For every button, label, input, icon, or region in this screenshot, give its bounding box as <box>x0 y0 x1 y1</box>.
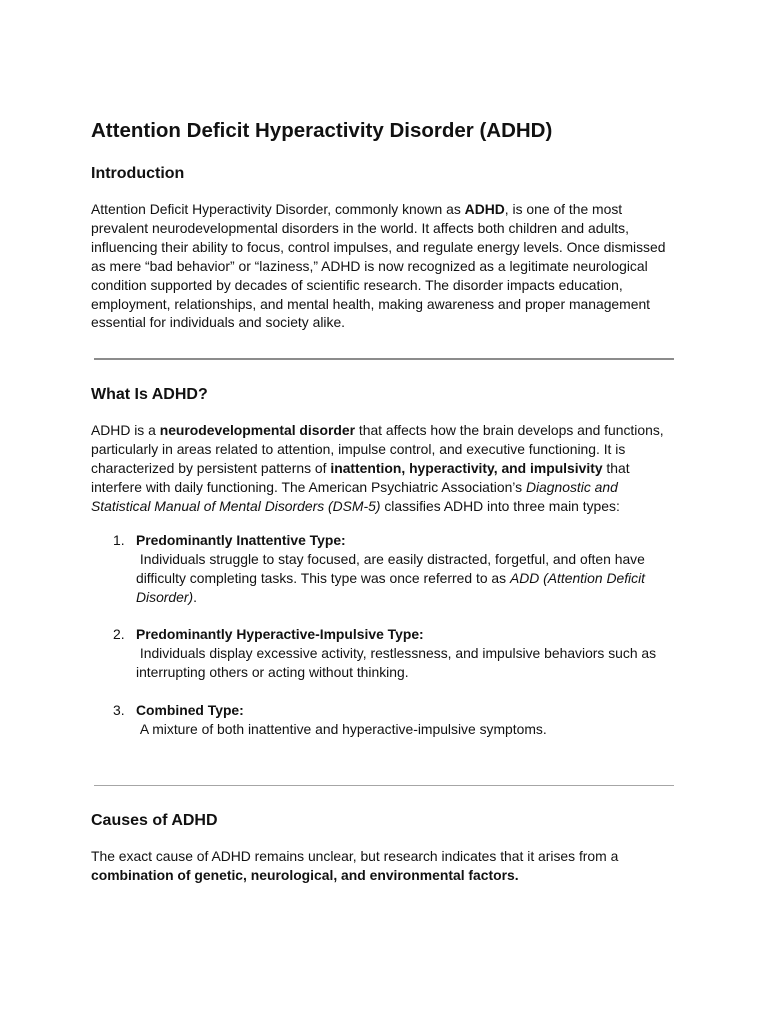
causes-text: The exact cause of ADHD remains unclear, but research indicates that it arises from a <box>91 848 619 864</box>
type-description <box>136 550 661 607</box>
what-bold-1: neurodevelopmental disorder <box>159 422 355 438</box>
type-text: Individuals struggle to stay focused, are easily distracted, forgetful, and often have difficulty completing tasks. This type was once referred to as <box>136 551 649 586</box>
type-title: Predominantly Hyperactive-Impulsive Type: <box>136 626 424 642</box>
what-text-3: that interfere with daily functioning. The American Psychiatric Association’s <box>91 459 630 495</box>
what-italic-dsm: Diagnostic and Statistical Manual of Mental Disorders (DSM-5) <box>91 478 618 514</box>
section-heading-what-is-adhd: What Is ADHD? <box>91 386 208 403</box>
what-text-2: that affects how the brain develops and functions, particularly in areas related to attention, impulse control, and executive functioning. It is characterized by persistent patterns of <box>91 422 664 476</box>
page-title: Attention Deficit Hyperactivity Disorder (ADHD) <box>91 119 553 142</box>
section-divider <box>94 785 674 786</box>
type-description <box>136 720 661 739</box>
list-number: 1. <box>113 532 125 548</box>
type-tail: . <box>193 588 197 605</box>
type-title: Predominantly Inattentive Type: <box>136 532 346 548</box>
list-number: 3. <box>113 702 125 718</box>
type-italic: ADD (Attention Deficit Disorder) <box>136 569 649 605</box>
type-description <box>136 644 661 682</box>
section-divider <box>94 358 674 360</box>
type-text: A mixture of both inattentive and hyperactive-impulsive symptoms. <box>136 721 547 737</box>
causes-bold: combination of genetic, neurological, and environmental factors. <box>91 866 519 883</box>
intro-text: Attention Deficit Hyperactivity Disorder, commonly known as <box>91 201 465 217</box>
what-is-adhd-paragraph <box>91 421 676 516</box>
type-title: Combined Type: <box>136 702 244 718</box>
what-text-4: classifies ADHD into three main types: <box>380 497 620 514</box>
intro-paragraph <box>91 200 676 332</box>
list-number: 2. <box>113 626 125 642</box>
section-heading-causes: Causes of ADHD <box>91 812 218 829</box>
type-text: Individuals display excessive activity, restlessness, and impulsive behaviors such as interrupting others or acting without thinking. <box>136 645 660 680</box>
what-text-1: ADHD is a <box>91 422 160 438</box>
section-heading-introduction: Introduction <box>91 165 185 182</box>
causes-paragraph <box>91 847 676 885</box>
what-bold-2: inattention, hyperactivity, and impulsivity <box>330 459 603 476</box>
intro-text-rest: , is one of the most prevalent neurodevelopmental disorders in the world. It affects both children and adults, influencing their ability to focus, control impulses, and regulate energy levels. Once dismissed as mere “bad behavior” or “laziness,” ADHD is now recognized as a legitimate neurological condition supported by decades of scientific research. The disorder impacts education, employment, relationships, and mental health, making awareness and proper management essential for individuals and society alike. <box>91 201 666 331</box>
intro-bold-adhd: ADHD <box>464 201 505 217</box>
